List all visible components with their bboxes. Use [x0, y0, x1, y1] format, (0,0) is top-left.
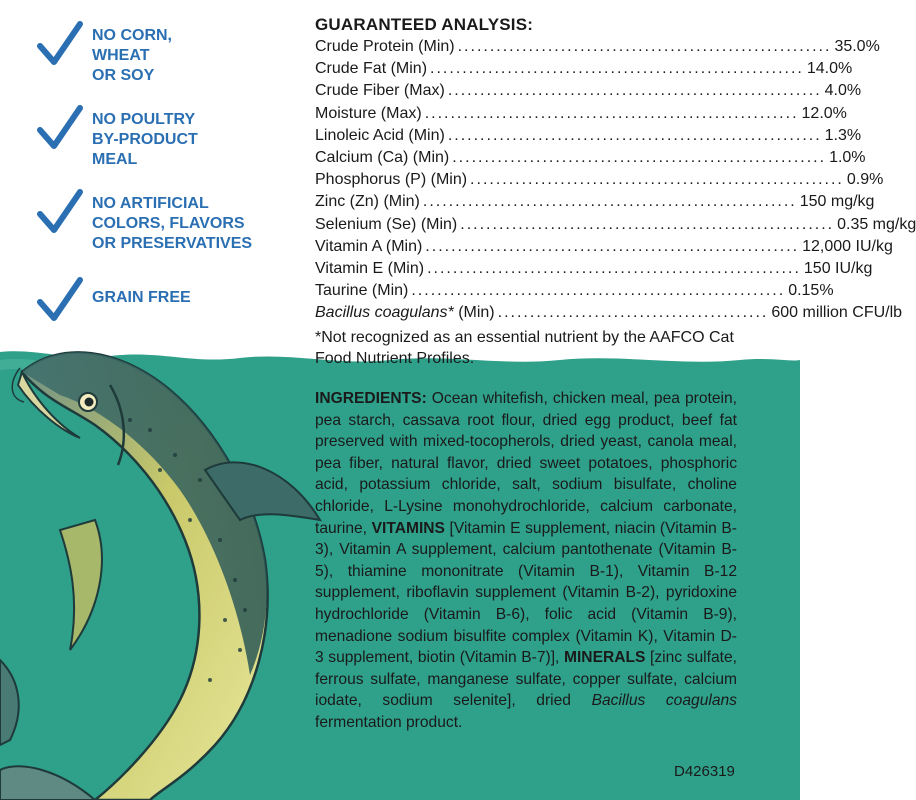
analysis-label: Phosphorus (P) (Min) — [315, 171, 468, 189]
analysis-value: 12,000 IU/kg — [802, 237, 893, 255]
leader-dots: .......................................... — [497, 304, 769, 322]
analysis-label: Calcium (Ca) (Min) — [315, 148, 450, 166]
analysis-label: Moisture (Max) — [315, 104, 422, 122]
leader-dots: .......................................................... — [424, 104, 799, 122]
ingredients-part1: Ocean whitefish, chicken meal, pea protein, pea starch, cassava root flour, dried egg product, beef fat preserved with mixed-tocopherols, dried yeast, canola meal, pea fiber, natural flavor, dried sweet potatoes, phosphoric acid, potassium chloride, salt, sodium bisulfate, choline chloride, L-Lysine monohydrochloride, calcium carbonate, taurine, — [315, 390, 737, 537]
claim-no-corn-wheat-soy — [36, 20, 266, 86]
analysis-row — [315, 147, 866, 169]
claim-text: GRAIN FREE — [92, 289, 191, 306]
ingredients-part3: [zinc sulfate, ferrous sulfate, manganese sulfate, copper sulfate, calcium iodate, sodium selenite], dried — [315, 649, 737, 710]
leader-dots: .......................................................... — [460, 215, 835, 233]
ingredients-heading: INGREDIENTS: — [315, 390, 427, 407]
analysis-value: 1.0% — [829, 148, 866, 166]
analysis-row — [315, 80, 862, 102]
analysis-value: 35.0% — [834, 38, 880, 55]
analysis-value: 150 IU/kg — [803, 259, 873, 277]
analysis-value: 150 mg/kg — [799, 193, 875, 211]
ingredients-panel — [315, 388, 737, 734]
analysis-row — [315, 236, 893, 258]
analysis-value: 0.35 mg/kg — [837, 215, 916, 233]
guaranteed-analysis — [315, 14, 916, 369]
leader-dots: .......................................................... — [427, 259, 801, 277]
claim-text: NO POULTRY BY-PRODUCT MEAL — [92, 111, 198, 168]
analysis-label: Crude Fat (Min) — [315, 60, 428, 78]
claim-grain-free — [36, 276, 266, 324]
leader-dots: .......................................................... — [411, 282, 786, 300]
analysis-value: 0.15% — [788, 282, 834, 300]
analysis-value: 4.0% — [824, 82, 862, 100]
ingredients-part2: [Vitamin E supplement, niacin (Vitamin B-3), Vitamin A supplement, calcium pantothenate (Vitamin B-5), thiamine mononitrate (Vitamin B-1), Vitamin B-12 supplement, riboflavin supplement (Vitamin B-2), pyridoxine hydrochloride (Vitamin B-6), folic acid (Vitamin B-9), menadione sodium bisulfite complex (Vitamin K), Vitamin D-3 supplement, biotin (Vitamin B-7)], — [315, 519, 737, 667]
claim-no-poultry-by-product — [36, 104, 266, 170]
bacillus-italic: Bacillus coagulans — [591, 692, 737, 710]
analysis-label: Taurine (Min) — [315, 282, 409, 300]
analysis-label: Crude Fiber (Max) — [315, 82, 445, 100]
checkmark-icon — [36, 188, 84, 236]
minerals-heading: MINERALS — [563, 649, 646, 667]
analysis-row — [315, 36, 880, 58]
analysis-row — [315, 169, 884, 191]
leader-dots: .......................................................... — [447, 82, 822, 100]
checkmark-icon — [36, 104, 84, 152]
leader-dots: .......................................................... — [452, 148, 827, 166]
analysis-label: Zinc (Zn) (Min) — [315, 193, 420, 211]
analysis-row — [315, 103, 847, 125]
bacillus-label-rest: (Min) — [453, 304, 495, 322]
analysis-value: 600 million CFU/lb — [771, 304, 903, 322]
analysis-value: 1.3% — [824, 126, 862, 144]
leader-dots: .......................................................... — [422, 193, 797, 211]
analysis-row — [315, 280, 834, 302]
analysis-value: 0.9% — [846, 171, 884, 189]
analysis-row-bacillus — [315, 302, 903, 324]
analysis-row — [315, 191, 875, 213]
analysis-label — [315, 302, 495, 324]
analysis-label: Vitamin E (Min) — [315, 259, 425, 277]
claim-no-artificial — [36, 188, 266, 254]
checkmark-icon — [36, 20, 84, 68]
leader-dots: .......................................................... — [457, 38, 832, 55]
claim-text: NO CORN, WHEAT OR SOY — [92, 27, 172, 84]
claim-text: NO ARTIFICIAL COLORS, FLAVORS OR PRESERVATIVES — [92, 195, 253, 252]
analysis-row — [315, 125, 862, 147]
bacillus-label-italic: Bacillus coagulans* — [315, 304, 454, 322]
ingredients-part4: fermentation product. — [315, 713, 463, 731]
analysis-row — [315, 58, 853, 80]
leader-dots: .......................................................... — [425, 237, 800, 255]
analysis-label: Linoleic Acid (Min) — [315, 126, 445, 144]
analysis-footnote: *Not recognized as an essential nutrient by the AAFCO Cat Food Nutrient Profiles. — [315, 329, 734, 368]
leader-dots: .......................................................... — [430, 60, 804, 78]
analysis-row — [315, 258, 873, 280]
analysis-label: Selenium (Se) (Min) — [315, 215, 458, 233]
vitamins-heading: VITAMINS — [371, 519, 445, 537]
analysis-row — [315, 214, 916, 236]
analysis-value: 14.0% — [806, 60, 853, 78]
leader-dots: .......................................................... — [470, 171, 844, 189]
analysis-value: 12.0% — [801, 104, 847, 122]
checkmark-icon — [36, 276, 84, 324]
analysis-label: Vitamin A (Min) — [315, 237, 423, 255]
product-code: D426319 — [674, 763, 735, 780]
analysis-label: Crude Protein (Min) — [315, 38, 455, 55]
analysis-title: GUARANTEED ANALYSIS: — [315, 15, 534, 34]
analysis-table — [315, 36, 916, 302]
leader-dots: .......................................................... — [447, 126, 822, 144]
